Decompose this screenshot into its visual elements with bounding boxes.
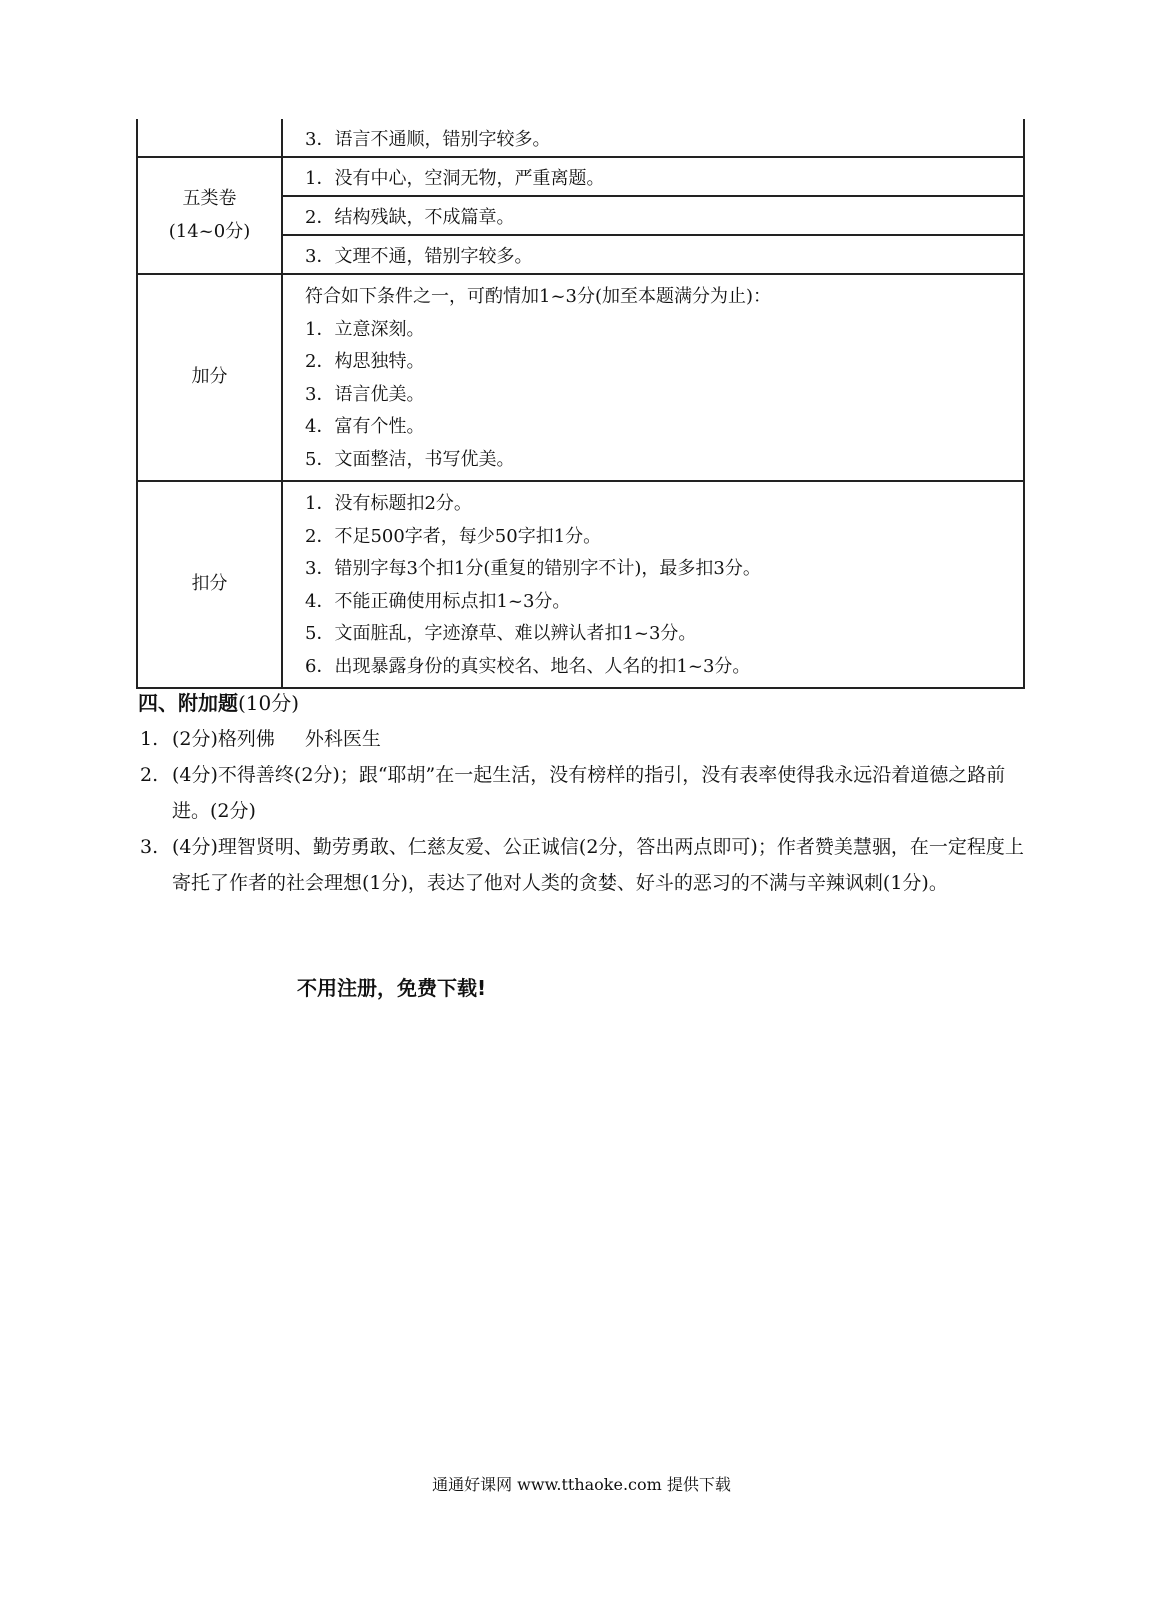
bonus-line: 5．文面整洁，书写优美。 bbox=[305, 448, 515, 470]
criterion-item: 1．没有中心，空洞无物，严重离题。 bbox=[282, 157, 1024, 196]
bonus-line: 3．语言优美。 bbox=[305, 383, 425, 405]
answer-text: (4分)理智贤明、勤劳勇敢、仁慈友爱、公正诚信(2分，答出两点即可)；作者赞美慧骃，在一定程度上寄托了作者的社会理想(1分)，表达了他对人类的贪婪、好斗的恶习的不满与辛辣讽刺(1分)。 bbox=[172, 836, 1024, 894]
answer-number: 1. bbox=[140, 728, 159, 750]
table-row bbox=[137, 157, 1024, 196]
answer-text: (4分)不得善终(2分)；跟“耶胡”在一起生活，没有榜样的指引，没有表率使得我永远沿着道德之路前进。(2分) bbox=[172, 764, 1006, 822]
table-row bbox=[137, 481, 1024, 688]
answer-text: (2分)格列佛 bbox=[172, 728, 275, 750]
deduction-line: 2．不足500字者，每少50字扣1分。 bbox=[305, 525, 602, 547]
page-footer: 通通好课网 www.tthaoke.com 提供下载 bbox=[432, 1475, 731, 1494]
answer-section bbox=[138, 685, 1028, 901]
deduction-criteria bbox=[282, 481, 1024, 688]
grading-table bbox=[136, 119, 1025, 689]
section-heading bbox=[138, 685, 1028, 721]
answer-text: 外科医生 bbox=[304, 728, 381, 750]
deduction-line: 4．不能正确使用标点扣1~3分。 bbox=[305, 590, 571, 612]
category-label: 加分 bbox=[191, 366, 228, 388]
category-label: 五类卷 bbox=[182, 188, 237, 210]
category-cell bbox=[137, 157, 282, 274]
bonus-criteria bbox=[282, 274, 1024, 481]
answer-item bbox=[138, 829, 1028, 901]
answer-number: 3. bbox=[140, 836, 159, 858]
answer-number: 2. bbox=[140, 764, 159, 786]
deduction-line: 3．错别字每3个扣1分(重复的错别字不计)，最多扣3分。 bbox=[305, 558, 761, 579]
deduction-line: 1．没有标题扣2分。 bbox=[305, 493, 472, 514]
section-score: (10分) bbox=[238, 691, 300, 715]
criterion-item: 2．结构残缺，不成篇章。 bbox=[282, 196, 1024, 235]
criterion-item: 3．文理不通，错别字较多。 bbox=[282, 235, 1024, 274]
category-cell bbox=[137, 481, 282, 688]
answer-item bbox=[138, 721, 1028, 757]
category-label: 扣分 bbox=[191, 573, 228, 595]
category-cell bbox=[137, 274, 282, 481]
category-score-range: (14~0分) bbox=[168, 220, 251, 242]
bonus-line: 1．立意深刻。 bbox=[305, 318, 425, 340]
table-row bbox=[137, 274, 1024, 481]
answer-item bbox=[138, 757, 1028, 829]
section-title: 四、附加题 bbox=[138, 691, 238, 715]
category-cell bbox=[137, 119, 282, 157]
promo-text: 不用注册，免费下载! bbox=[297, 976, 487, 1000]
deduction-line: 5．文面脏乱，字迹潦草、难以辨认者扣1~3分。 bbox=[305, 623, 697, 644]
bonus-line: 2．构思独特。 bbox=[305, 351, 425, 372]
deduction-line: 6．出现暴露身份的真实校名、地名、人名的扣1~3分。 bbox=[305, 655, 751, 677]
criterion-item: 3．语言不通顺，错别字较多。 bbox=[282, 119, 1024, 157]
bonus-line: 4．富有个性。 bbox=[305, 416, 425, 437]
table-row bbox=[137, 119, 1024, 157]
bonus-line: 符合如下条件之一，可酌情加1~3分(加至本题满分为止)： bbox=[305, 286, 772, 307]
